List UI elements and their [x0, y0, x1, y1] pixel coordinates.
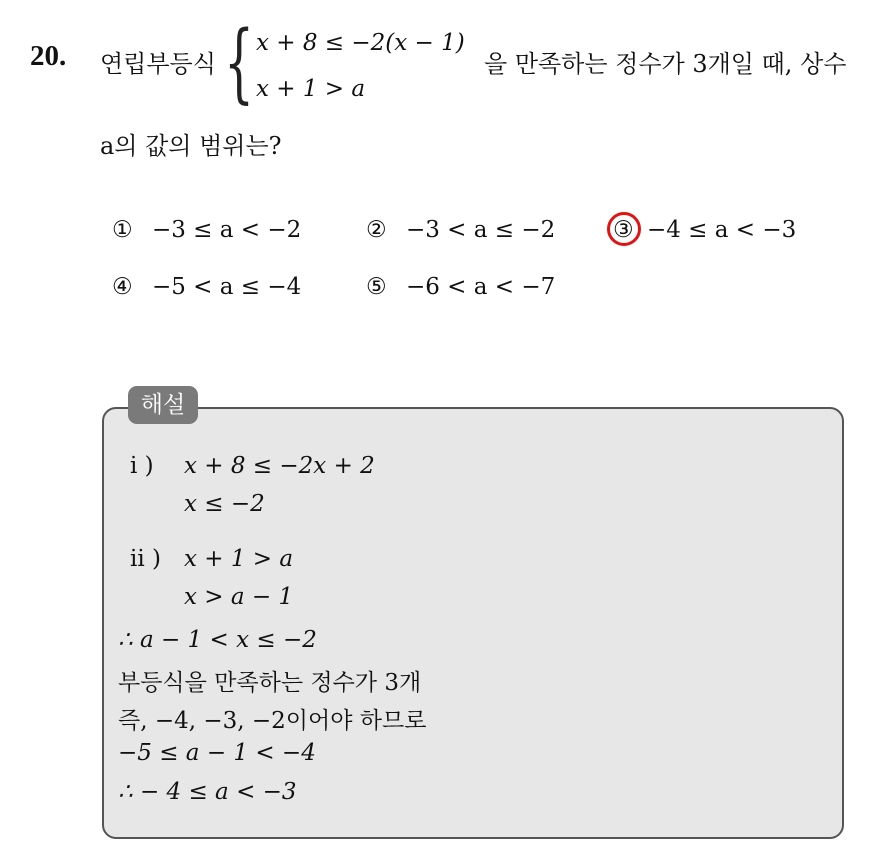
option-1-text: −3 ≤ a < −2: [151, 217, 302, 243]
option-4-text: −5 < a ≤ −4: [151, 274, 302, 300]
conclusion-range-x: ∴ a − 1 < x ≤ −2: [118, 627, 317, 653]
step1-equation-2: x ≤ −2: [184, 491, 265, 517]
final-answer-range: ∴ − 4 ≤ a < −3: [118, 779, 297, 805]
step2-label: ii ): [130, 546, 161, 572]
option-1[interactable]: [112, 217, 301, 243]
option-3[interactable]: [613, 217, 796, 243]
option-2-mark: ②: [366, 217, 387, 243]
option-2-text: −3 < a ≤ −2: [405, 217, 556, 243]
explanation-text-1: 부등식을 만족하는 정수가 3개: [118, 670, 422, 696]
system-inequality-2: x + 1 > a: [256, 76, 366, 102]
system-inequality-1: x + 8 ≤ −2(x − 1): [256, 30, 465, 56]
explanation-tag: 해설: [128, 386, 198, 424]
option-4-mark: ④: [112, 274, 133, 300]
step1-equation-1: x + 8 ≤ −2x + 2: [184, 453, 375, 479]
question-number: 20.: [30, 40, 67, 72]
option-5-mark: ⑤: [366, 274, 387, 300]
step1-label: i ): [130, 453, 154, 479]
explanation-text-2: 즉, −4, −3, −2이어야 하므로: [118, 708, 427, 734]
question-suffix: 을 만족하는 정수가 3개일 때, 상수: [484, 50, 847, 78]
system-brace: {: [224, 13, 255, 113]
step2-equation-1: x + 1 > a: [184, 546, 294, 572]
option-3-text: −4 ≤ a < −3: [646, 217, 797, 243]
step2-equation-2: x > a − 1: [184, 584, 294, 610]
option-4[interactable]: [112, 274, 301, 300]
option-1-mark: ①: [112, 217, 133, 243]
option-5[interactable]: [366, 274, 555, 300]
option-5-text: −6 < a < −7: [405, 274, 556, 300]
option-2[interactable]: [366, 217, 555, 243]
option-3-mark: ③: [613, 217, 634, 243]
explanation-equation-3: −5 ≤ a − 1 < −4: [118, 740, 316, 766]
question-line-2: a의 값의 범위는?: [100, 132, 282, 160]
question-prefix: 연립부등식: [100, 50, 216, 78]
